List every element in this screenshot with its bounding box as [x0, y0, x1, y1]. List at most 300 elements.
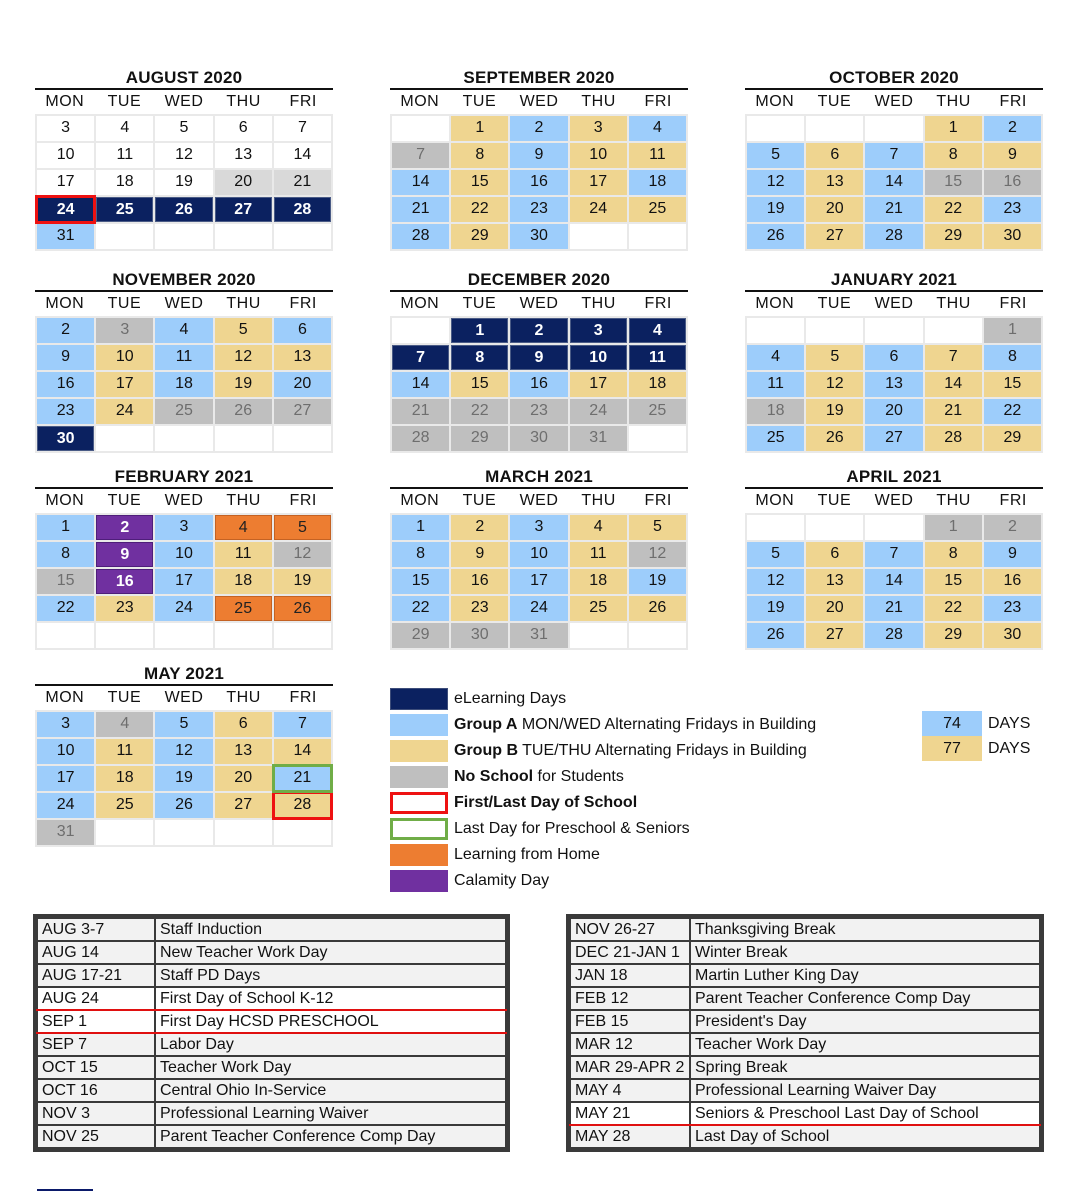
- legend-item: [390, 842, 816, 868]
- legend-label: First/Last Day of School: [454, 794, 638, 811]
- day-cell: 28: [392, 224, 449, 249]
- day-cell: 2: [451, 515, 508, 540]
- day-cell: 15: [451, 170, 508, 195]
- day-cell: 27: [806, 623, 863, 648]
- weekday-label: WED: [164, 93, 204, 110]
- legend-swatch: [390, 766, 448, 788]
- weekday-label: FRI: [289, 689, 317, 706]
- day-grid: [390, 316, 688, 453]
- event-row: [37, 964, 506, 987]
- day-cell: 2: [984, 515, 1041, 540]
- month-title: SEPTEMBER 2020: [390, 66, 688, 90]
- day-cell: 8: [984, 345, 1041, 370]
- event-date: AUG 3-7: [37, 918, 155, 941]
- day-cell: 7: [392, 345, 449, 370]
- day-cell: 30: [510, 426, 567, 451]
- day-cell: 3: [570, 318, 627, 343]
- weekday-label: TUE: [817, 492, 852, 509]
- legend-swatch: [390, 688, 448, 710]
- day-cell: 18: [215, 569, 272, 594]
- day-cell: 24: [96, 399, 153, 424]
- day-cell: 9: [451, 542, 508, 567]
- event-description: First Day HCSD PRESCHOOL: [155, 1010, 506, 1033]
- day-cell: 26: [155, 793, 212, 818]
- event-description: Teacher Work Day: [155, 1056, 506, 1079]
- day-cell: 13: [215, 143, 272, 168]
- weekday-header: [35, 292, 333, 316]
- day-cell: 5: [155, 712, 212, 737]
- event-description: President's Day: [690, 1010, 1040, 1033]
- event-date: AUG 17-21: [37, 964, 155, 987]
- day-cell: 4: [155, 318, 212, 343]
- day-cell: 8: [925, 143, 982, 168]
- day-cell: 18: [96, 766, 153, 791]
- event-description: Professional Learning Waiver: [155, 1102, 506, 1125]
- day-cell: 26: [747, 224, 804, 249]
- day-cell: 25: [96, 197, 153, 222]
- day-cell: 30: [451, 623, 508, 648]
- weekday-label: WED: [164, 492, 204, 509]
- day-cell: [96, 224, 153, 249]
- day-cell: [865, 515, 922, 540]
- day-cell: 29: [984, 426, 1041, 451]
- day-cell: 8: [925, 542, 982, 567]
- day-cell: 23: [96, 596, 153, 621]
- weekday-label: THU: [581, 295, 616, 312]
- weekday-label: MON: [45, 689, 85, 706]
- legend-label: Calamity Day: [454, 872, 550, 889]
- calendar-september-2020: [390, 66, 688, 251]
- day-cell: 12: [215, 345, 272, 370]
- day-cell: 2: [984, 116, 1041, 141]
- day-cell: 27: [806, 224, 863, 249]
- weekday-label: MON: [400, 295, 440, 312]
- day-cell: 26: [747, 623, 804, 648]
- day-cell: 6: [274, 318, 331, 343]
- day-cell: 12: [274, 542, 331, 567]
- event-description: Seniors & Preschool Last Day of School: [690, 1102, 1040, 1125]
- day-cell: 1: [392, 515, 449, 540]
- day-cell: 20: [215, 170, 272, 195]
- month-title: NOVEMBER 2020: [35, 268, 333, 292]
- day-cell: 13: [274, 345, 331, 370]
- legend-label: Group B TUE/THU Alternating Fridays in Building: [454, 742, 807, 759]
- day-cell: 15: [984, 372, 1041, 397]
- event-row: [37, 1079, 506, 1102]
- day-cell: 5: [215, 318, 272, 343]
- weekday-label: WED: [519, 492, 559, 509]
- event-row: [37, 941, 506, 964]
- day-cell: 25: [629, 399, 686, 424]
- day-cell: 23: [451, 596, 508, 621]
- day-cell: 7: [925, 345, 982, 370]
- day-cell: 14: [865, 569, 922, 594]
- day-cell: [155, 224, 212, 249]
- day-grid: [390, 114, 688, 251]
- legend-item: [390, 764, 816, 790]
- day-cell: 12: [806, 372, 863, 397]
- day-cell: [392, 116, 449, 141]
- day-cell: 15: [925, 569, 982, 594]
- day-cell: 11: [747, 372, 804, 397]
- day-cell: 22: [925, 197, 982, 222]
- day-cell: 11: [96, 739, 153, 764]
- day-cell: 7: [865, 143, 922, 168]
- event-date: FEB 15: [570, 1010, 690, 1033]
- day-cell: 22: [984, 399, 1041, 424]
- day-cell: 13: [215, 739, 272, 764]
- weekday-label: TUE: [462, 492, 497, 509]
- weekday-label: WED: [519, 295, 559, 312]
- day-cell: 8: [37, 542, 94, 567]
- day-cell: 14: [925, 372, 982, 397]
- day-cell: 1: [925, 515, 982, 540]
- day-cell: 23: [984, 197, 1041, 222]
- weekday-label: FRI: [644, 93, 672, 110]
- day-cell: 18: [747, 399, 804, 424]
- day-cell: 5: [747, 143, 804, 168]
- day-cell: 9: [984, 143, 1041, 168]
- legend-swatch: [390, 714, 448, 736]
- day-cell: 16: [451, 569, 508, 594]
- event-description: Spring Break: [690, 1056, 1040, 1079]
- day-cell: 19: [274, 569, 331, 594]
- day-cell: 11: [155, 345, 212, 370]
- day-cell: 11: [629, 345, 686, 370]
- legend-item: [390, 738, 816, 764]
- event-row: [570, 1102, 1040, 1125]
- day-cell: 18: [155, 372, 212, 397]
- event-row: [570, 1056, 1040, 1079]
- day-cell: 11: [570, 542, 627, 567]
- day-cell: 10: [570, 143, 627, 168]
- day-cell: 3: [510, 515, 567, 540]
- legend-item: [390, 868, 816, 894]
- weekday-label: FRI: [999, 492, 1027, 509]
- day-cell: 8: [451, 345, 508, 370]
- weekday-label: TUE: [817, 295, 852, 312]
- weekday-label: FRI: [999, 295, 1027, 312]
- weekday-label: TUE: [107, 295, 142, 312]
- day-cell: 31: [570, 426, 627, 451]
- day-grid: [745, 316, 1043, 453]
- event-row: [570, 1125, 1040, 1148]
- day-cell: 10: [570, 345, 627, 370]
- day-cell: 20: [806, 197, 863, 222]
- day-cell: 7: [274, 116, 331, 141]
- weekday-label: FRI: [644, 295, 672, 312]
- day-cell: 6: [215, 712, 272, 737]
- event-description: Professional Learning Waiver Day: [690, 1079, 1040, 1102]
- weekday-label: TUE: [107, 492, 142, 509]
- day-cell: 24: [570, 197, 627, 222]
- day-cell: 23: [510, 399, 567, 424]
- day-cell: [570, 224, 627, 249]
- day-cell: [215, 426, 272, 451]
- day-cell: 21: [392, 197, 449, 222]
- event-description: New Teacher Work Day: [155, 941, 506, 964]
- day-cell: 21: [274, 170, 331, 195]
- day-cell: [96, 820, 153, 845]
- weekday-label: FRI: [289, 93, 317, 110]
- month-title: OCTOBER 2020: [745, 66, 1043, 90]
- day-cell: 6: [865, 345, 922, 370]
- calendar-may-2021: [35, 662, 333, 847]
- event-row: [37, 1102, 506, 1125]
- day-cell: [806, 116, 863, 141]
- weekday-header: [35, 489, 333, 513]
- legend-label: No School for Students: [454, 768, 624, 785]
- day-cell: 24: [155, 596, 212, 621]
- day-cell: 26: [629, 596, 686, 621]
- day-cell: 2: [510, 318, 567, 343]
- day-cell: [37, 623, 94, 648]
- event-description: Martin Luther King Day: [690, 964, 1040, 987]
- day-cell: 17: [37, 170, 94, 195]
- day-cell: 23: [37, 399, 94, 424]
- day-cell: 11: [629, 143, 686, 168]
- day-cell: [865, 116, 922, 141]
- event-description: Staff Induction: [155, 918, 506, 941]
- day-cell: 30: [984, 224, 1041, 249]
- weekday-label: THU: [226, 295, 261, 312]
- day-cell: 26: [155, 197, 212, 222]
- day-cell: 13: [806, 170, 863, 195]
- event-description: Teacher Work Day: [690, 1033, 1040, 1056]
- event-description: Labor Day: [155, 1033, 506, 1056]
- weekday-label: MON: [400, 93, 440, 110]
- weekday-header: [745, 90, 1043, 114]
- event-row: [570, 964, 1040, 987]
- events-table-left: [33, 914, 510, 1152]
- weekday-header: [35, 90, 333, 114]
- weekday-label: FRI: [289, 295, 317, 312]
- day-cell: 17: [570, 372, 627, 397]
- day-cell: 16: [984, 569, 1041, 594]
- weekday-label: MON: [400, 492, 440, 509]
- event-row: [570, 1033, 1040, 1056]
- day-cell: 25: [570, 596, 627, 621]
- day-cell: 20: [806, 596, 863, 621]
- event-row: [570, 918, 1040, 941]
- day-cell: 5: [629, 515, 686, 540]
- day-cell: 10: [96, 345, 153, 370]
- day-cell: [274, 426, 331, 451]
- day-cell: 1: [451, 318, 508, 343]
- weekday-label: WED: [874, 93, 914, 110]
- weekday-label: THU: [226, 492, 261, 509]
- event-row: [570, 987, 1040, 1010]
- day-cell: 19: [629, 569, 686, 594]
- legend-label: Group A MON/WED Alternating Fridays in Building: [454, 716, 817, 733]
- day-cell: 19: [806, 399, 863, 424]
- legend-item: [390, 686, 816, 712]
- events-table-right: [566, 914, 1044, 1152]
- day-cell: 16: [984, 170, 1041, 195]
- day-cell: [96, 623, 153, 648]
- event-row: [570, 1010, 1040, 1033]
- day-cell: 3: [570, 116, 627, 141]
- day-cell: 19: [215, 372, 272, 397]
- day-cell: 22: [451, 197, 508, 222]
- day-cell: 6: [215, 116, 272, 141]
- day-cell: 29: [925, 224, 982, 249]
- day-cell: 14: [392, 170, 449, 195]
- weekday-label: TUE: [107, 689, 142, 706]
- day-cell: 1: [984, 318, 1041, 343]
- day-cell: [155, 623, 212, 648]
- weekday-label: FRI: [644, 492, 672, 509]
- weekday-label: TUE: [817, 93, 852, 110]
- day-cell: 14: [392, 372, 449, 397]
- day-cell: 2: [37, 318, 94, 343]
- event-date: AUG 14: [37, 941, 155, 964]
- month-title: DECEMBER 2020: [390, 268, 688, 292]
- event-row: [37, 1125, 506, 1148]
- day-cell: [806, 515, 863, 540]
- calendar-november-2020: [35, 268, 333, 453]
- event-row: [570, 941, 1040, 964]
- day-cell: 12: [747, 170, 804, 195]
- day-cell: 24: [510, 596, 567, 621]
- day-grid: [745, 114, 1043, 251]
- day-cell: [629, 623, 686, 648]
- day-cell: 22: [451, 399, 508, 424]
- day-cell: 1: [925, 116, 982, 141]
- event-row: [37, 1010, 506, 1033]
- weekday-label: THU: [581, 93, 616, 110]
- legend-swatch: [390, 818, 448, 840]
- day-cell: 12: [629, 542, 686, 567]
- weekday-label: THU: [936, 295, 971, 312]
- weekday-label: TUE: [107, 93, 142, 110]
- day-cell: 20: [215, 766, 272, 791]
- day-cell: 26: [215, 399, 272, 424]
- day-cell: 9: [510, 345, 567, 370]
- weekday-label: FRI: [289, 492, 317, 509]
- weekday-header: [390, 90, 688, 114]
- day-cell: 4: [747, 345, 804, 370]
- event-description: Winter Break: [690, 941, 1040, 964]
- day-cell: [747, 318, 804, 343]
- legend-item: [390, 816, 816, 842]
- legend-swatch: [390, 792, 448, 814]
- calendar-january-2021: [745, 268, 1043, 453]
- weekday-label: WED: [164, 689, 204, 706]
- weekday-label: WED: [164, 295, 204, 312]
- day-cell: 12: [155, 739, 212, 764]
- day-grid: [35, 316, 333, 453]
- event-date: MAR 12: [570, 1033, 690, 1056]
- day-counts: [922, 711, 1030, 761]
- weekday-label: MON: [45, 492, 85, 509]
- day-grid: [390, 513, 688, 650]
- event-date: OCT 16: [37, 1079, 155, 1102]
- weekday-header: [745, 489, 1043, 513]
- day-cell: 17: [96, 372, 153, 397]
- day-cell: 18: [96, 170, 153, 195]
- day-cell: 25: [747, 426, 804, 451]
- day-cell: 29: [392, 623, 449, 648]
- day-cell: 4: [629, 116, 686, 141]
- group-b-count-value: 77: [922, 736, 982, 761]
- calendar-december-2020: [390, 268, 688, 453]
- group-b-count-label: DAYS: [988, 739, 1031, 757]
- day-cell: 16: [510, 170, 567, 195]
- day-cell: 2: [510, 116, 567, 141]
- calendar-february-2021: [35, 465, 333, 650]
- legend-label: Learning from Home: [454, 846, 600, 863]
- day-cell: [215, 623, 272, 648]
- day-cell: 14: [274, 739, 331, 764]
- day-cell: 26: [806, 426, 863, 451]
- day-cell: 12: [155, 143, 212, 168]
- weekday-header: [745, 292, 1043, 316]
- day-cell: 5: [274, 515, 331, 540]
- event-date: MAY 21: [570, 1102, 690, 1125]
- weekday-label: MON: [45, 93, 85, 110]
- day-grid: [35, 114, 333, 251]
- event-date: MAY 4: [570, 1079, 690, 1102]
- event-date: SEP 1: [37, 1010, 155, 1033]
- day-cell: 24: [570, 399, 627, 424]
- event-date: OCT 15: [37, 1056, 155, 1079]
- day-cell: [155, 820, 212, 845]
- weekday-label: TUE: [462, 295, 497, 312]
- day-cell: [274, 623, 331, 648]
- day-cell: 26: [274, 596, 331, 621]
- legend-item: [390, 790, 816, 816]
- day-cell: 21: [925, 399, 982, 424]
- day-cell: 14: [274, 143, 331, 168]
- day-cell: 18: [570, 569, 627, 594]
- day-cell: [215, 224, 272, 249]
- day-cell: 23: [510, 197, 567, 222]
- day-cell: 19: [747, 197, 804, 222]
- day-cell: 3: [37, 712, 94, 737]
- day-cell: 8: [392, 542, 449, 567]
- day-cell: [747, 515, 804, 540]
- day-cell: 22: [37, 596, 94, 621]
- calendar-october-2020: [745, 66, 1043, 251]
- day-cell: 25: [96, 793, 153, 818]
- weekday-header: [35, 686, 333, 710]
- legend-item: [390, 712, 816, 738]
- month-title: FEBRUARY 2021: [35, 465, 333, 489]
- event-date: JAN 18: [570, 964, 690, 987]
- day-cell: 9: [510, 143, 567, 168]
- day-cell: [629, 426, 686, 451]
- event-date: SEP 7: [37, 1033, 155, 1056]
- month-title: MAY 2021: [35, 662, 333, 686]
- day-cell: 21: [865, 197, 922, 222]
- day-cell: [925, 318, 982, 343]
- day-cell: 9: [984, 542, 1041, 567]
- event-date: NOV 25: [37, 1125, 155, 1148]
- event-date: NOV 3: [37, 1102, 155, 1125]
- event-description: Parent Teacher Conference Comp Day: [155, 1125, 506, 1148]
- day-cell: 18: [629, 372, 686, 397]
- day-cell: 4: [215, 515, 272, 540]
- day-cell: 13: [806, 569, 863, 594]
- calendar-march-2021: [390, 465, 688, 650]
- day-cell: 3: [96, 318, 153, 343]
- day-cell: 19: [747, 596, 804, 621]
- day-cell: 10: [37, 739, 94, 764]
- day-grid: [35, 710, 333, 847]
- day-cell: [155, 426, 212, 451]
- day-cell: 4: [96, 712, 153, 737]
